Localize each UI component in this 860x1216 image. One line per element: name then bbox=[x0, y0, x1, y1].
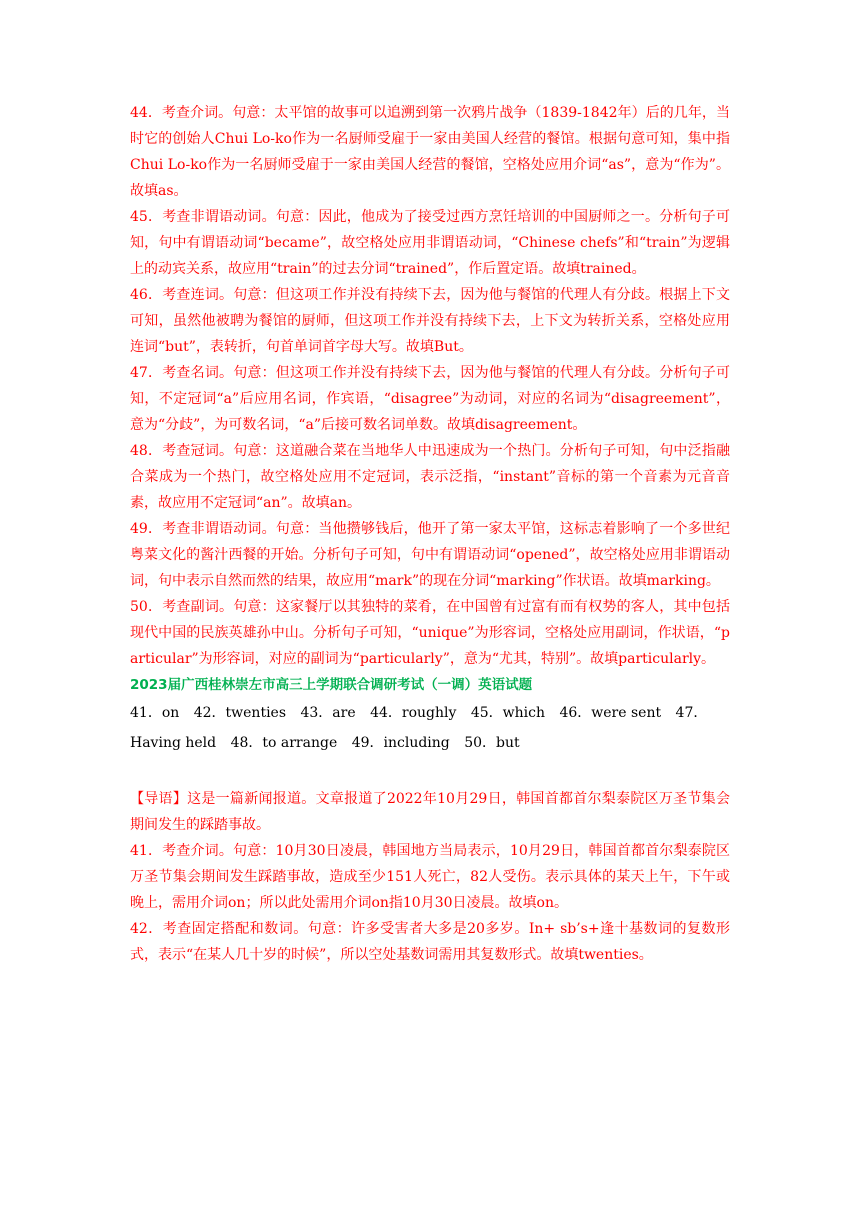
explanation-49: 49．考查非谓语动词。句意：当他攒够钱后，他开了第一家太平馆，这标志着影响了一个多世纪粤菜文化的酱汁西餐的开始。分析句子可知，句中有谓语动词“opened”，故空格处应用非谓语动词，句中表示自然而然的结果，故应用“mark”的现在分词“marking”作状语。故填marking。 bbox=[130, 521, 730, 589]
document-page bbox=[130, 100, 730, 968]
answer-49: 49．including bbox=[351, 735, 450, 751]
answer-46: 46．were sent bbox=[559, 705, 662, 721]
answer-42: 42．twenties bbox=[193, 705, 287, 721]
explanation-42: 42．考查固定搭配和数词。句意：许多受害者大多是20多岁。In+ sb’s+逢十基数词的复数形式，表示“在某人几十岁的时候”，所以空处基数词需用其复数形式。故填twenties。 bbox=[130, 921, 730, 963]
answer-44: 44．roughly bbox=[370, 705, 457, 721]
answer-45: 45．which bbox=[470, 705, 546, 721]
explanation-41: 41．考查介词。句意：10月30日凌晨，韩国地方当局表示，10月29日，韩国首都首尔梨泰院区万圣节集会期间发生踩踏事故，造成至少151人死亡，82人受伤。表示具体的某天上午，下午或晚上，需用介词on；所以此处需用介词on指10月30日凌晨。故填on。 bbox=[130, 843, 730, 911]
answer-43: 43．are bbox=[300, 705, 356, 721]
answer-key bbox=[130, 698, 730, 758]
explanation-45: 45．考查非谓语动词。句意：因此，他成为了接受过西方烹饪培训的中国厨师之一。分析句子可知，句中有谓语动词“became”，故空格处应用非谓语动词，“Chinese chefs”和“train”为逻辑上的动宾关系，故应用“train”的过去分词“trained”，作后置定语。故填trained。 bbox=[130, 209, 730, 277]
explanation-48: 48．考查冠词。句意：这道融合菜在当地华人中迅速成为一个热门。分析句子可知，句中泛指融合菜成为一个热门，故空格处应用不定冠词，表示泛指，“instant”音标的第一个音素为元音音素，故应用不定冠词“an”。故填an。 bbox=[130, 443, 730, 511]
spacer bbox=[130, 758, 730, 786]
answer-48: 48．to arrange bbox=[230, 735, 338, 751]
exam-heading: 2023届广西桂林崇左市高三上学期联合调研考试（一调）英语试题 bbox=[130, 677, 533, 693]
explanation-44: 44．考查介词。句意：太平馆的故事可以追溯到第一次鸦片战争（1839-1842年）后的几年，当时它的创始人Chui Lo-ko作为一名厨师受雇于一家由美国人经营的餐馆。根据句意可知，集中指Chui Lo-ko作为一名厨师受雇于一家由美国人经营的餐馆，空格处应用介词“as”，意为“作为”。故填as。 bbox=[130, 105, 730, 199]
answer-47: 47．Having held bbox=[130, 705, 708, 751]
explanation-50: 50．考查副词。句意：这家餐厅以其独特的菜肴，在中国曾有过富有而有权势的客人，其中包括现代中国的民族英雄孙中山。分析句子可知，“unique”为形容词，空格处应用副词，作状语，“particular”为形容词，对应的副词为“particularly”，意为“尤其，特别”。故填particularly。 bbox=[130, 599, 730, 667]
answer-50: 50．but bbox=[464, 735, 520, 751]
answer-41: 41．on bbox=[130, 705, 180, 721]
explanation-46: 46．考查连词。句意：但这项工作并没有持续下去，因为他与餐馆的代理人有分歧。根据上下文可知，虽然他被聘为餐馆的厨师，但这项工作并没有持续下去，上下文为转折关系，空格处应用连词“but”，表转折，句首单词首字母大写。故填But。 bbox=[130, 287, 730, 355]
explanation-47: 47．考查名词。句意：但这项工作并没有持续下去，因为他与餐馆的代理人有分歧。分析句子可知，不定冠词“a”后应用名词，作宾语，“disagree”为动词，对应的名词为“disagreement”，意为“分歧”，为可数名词，“a”后接可数名词单数。故填disagreement。 bbox=[130, 365, 730, 433]
intro-paragraph: 【导语】这是一篇新闻报道。文章报道了2022年10月29日，韩国首都首尔梨泰院区万圣节集会期间发生的踩踏事故。 bbox=[130, 791, 730, 833]
